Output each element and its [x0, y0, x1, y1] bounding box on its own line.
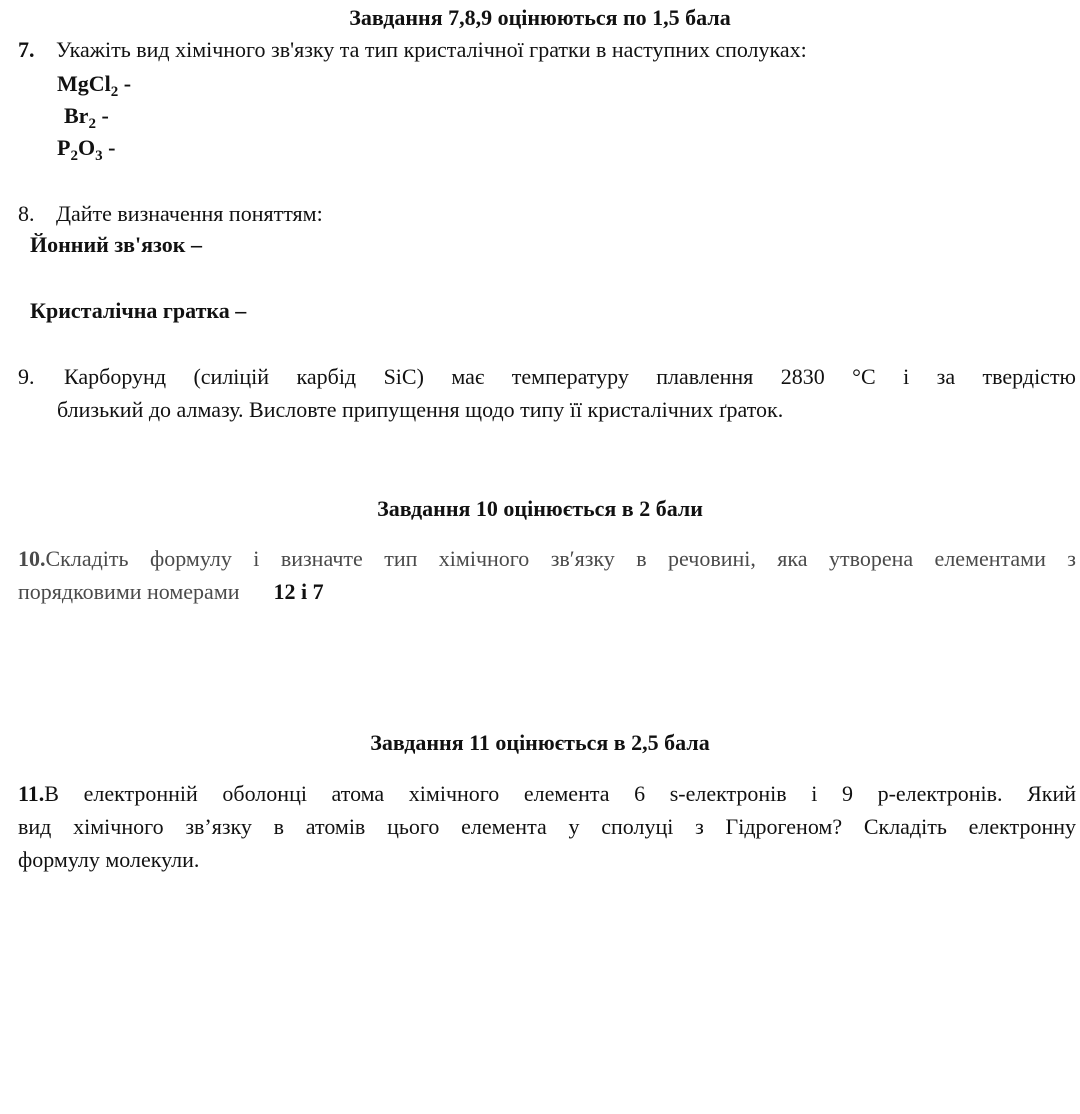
- compound-subscript: 2: [88, 116, 96, 132]
- compound-dash: -: [118, 71, 132, 96]
- task8-number: 8.: [18, 201, 35, 226]
- task10-text: Складіть формулу і визначте тип хімічного зв′язку в речовині, яка утворена елементами з: [45, 546, 1076, 571]
- section-header-11: Завдання 11 оцінюється в 2,5 бала: [370, 730, 710, 755]
- task8-text: Дайте визначення поняттям:: [56, 201, 323, 226]
- compound-subscript: 3: [95, 148, 103, 164]
- task11-line2: вид хімічного зв’язку в атомів цього елемента у сполуці з Гідрогеном? Складіть електронну: [18, 814, 1076, 839]
- compound-dash: -: [102, 135, 116, 160]
- task7-text: Укажіть вид хімічного зв'язку та тип кристалічної гратки в наступних сполуках:: [56, 37, 807, 62]
- compound-br2: [64, 102, 109, 130]
- compound-subscript: 2: [110, 84, 119, 100]
- task11-line1: [18, 780, 1076, 808]
- compound-part: O: [77, 135, 96, 160]
- task10-line2: [18, 578, 324, 606]
- section-header-10: Завдання 10 оцінюється в 2 бали: [377, 496, 703, 521]
- task11-line3: формулу молекули.: [18, 847, 200, 872]
- term-ionic-bond: Йонний зв'язок –: [30, 232, 202, 257]
- task11-text: В електронній оболонці атома хімічного елемента 6 s-електронів і 9 p-електронів. Який: [44, 781, 1076, 806]
- task10-text-2: порядковими номерами: [18, 579, 240, 604]
- task10-number: 10.: [18, 546, 46, 571]
- task7-question: [18, 36, 807, 64]
- task9-number: 9.: [18, 364, 35, 389]
- compound-part: P: [57, 135, 71, 160]
- task8-question: [18, 200, 323, 228]
- compound-part: Br: [64, 103, 89, 128]
- task10-element-numbers: 12 і 7: [273, 579, 324, 604]
- task11-number: 11.: [18, 781, 45, 806]
- compound-p2o3: [57, 134, 115, 162]
- compound-part: MgCl: [57, 71, 111, 96]
- task9-line2: близький до алмазу. Висловте припущення щодо типу її кристалічних ґраток.: [57, 397, 784, 422]
- compound-dash: -: [95, 103, 109, 128]
- task7-number: 7.: [18, 37, 35, 62]
- compound-subscript: 2: [70, 148, 78, 164]
- task10-line1: [18, 545, 1076, 573]
- section-header-7-9: Завдання 7,8,9 оцінюються по 1,5 бала: [349, 5, 731, 30]
- term-crystal-lattice: Кристалічна гратка –: [30, 298, 247, 323]
- task9-line1: Карборунд (силіцій карбід SiC) має температуру плавлення 2830 °С і за твердістю: [64, 364, 1076, 389]
- compound-mgcl2: [57, 70, 131, 98]
